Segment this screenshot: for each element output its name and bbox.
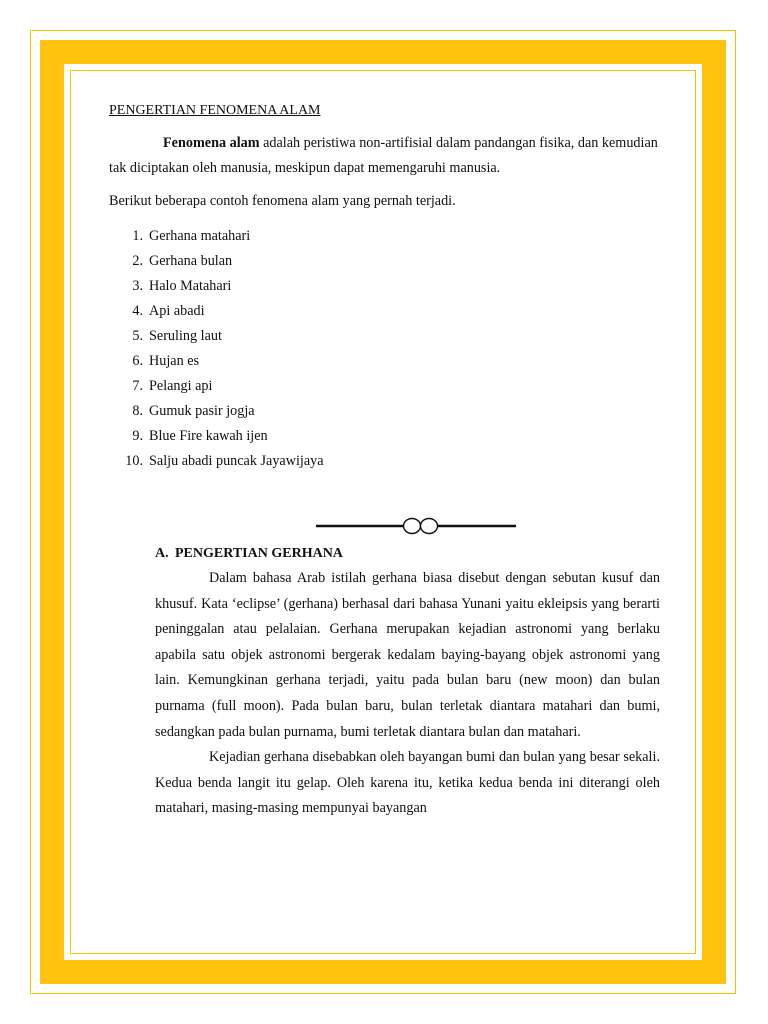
list-item-text: Salju abadi puncak Jayawijaya — [149, 453, 324, 469]
list-item-text: Gerhana bulan — [149, 253, 233, 269]
list-item — [109, 374, 664, 399]
section-letter: A. — [155, 546, 169, 561]
list-item-number: 5. — [132, 328, 143, 344]
section-gerhana — [155, 542, 660, 822]
list-item — [109, 324, 664, 349]
intro-text: adalah peristiwa non-artifisial dalam pandangan fisika, dan kemudian tak diciptakan oleh manusia, meskipun dapat memengaruhi manusia. — [109, 135, 658, 176]
section-title: PENGERTIAN GERHANA — [175, 546, 343, 561]
list-item-number: 7. — [132, 378, 143, 394]
list-item-number: 6. — [132, 353, 143, 369]
examples-list — [109, 224, 664, 474]
list-item-number: 2. — [132, 253, 143, 269]
divider-ornament-icon — [316, 516, 516, 536]
document-title: PENGERTIAN FENOMENA ALAM — [109, 103, 321, 118]
list-item-text: Pelangi api — [149, 378, 213, 394]
list-item-number: 4. — [132, 303, 143, 319]
list-item-number: 8. — [132, 403, 143, 419]
section-heading — [155, 542, 660, 566]
list-item-number: 9. — [132, 428, 143, 444]
list-item-text: Gerhana matahari — [149, 228, 251, 244]
list-item — [109, 349, 664, 374]
list-item-text: Seruling laut — [149, 328, 222, 344]
section-paragraph-2: Kejadian gerhana disebabkan oleh bayangan bumi dan bulan yang besar sekali. Kedua benda langit itu gelap. Oleh karena itu, ketika kedua benda ini diterangi oleh matahari, masing-masing mempunyai bayangan — [155, 749, 660, 817]
intro-paragraph — [109, 131, 664, 181]
list-item — [109, 299, 664, 324]
list-item-text: Hujan es — [149, 353, 200, 369]
list-item — [109, 424, 664, 449]
list-item — [109, 224, 664, 249]
list-item-text: Blue Fire kawah ijen — [149, 428, 268, 444]
list-item — [109, 274, 664, 299]
list-item-text: Halo Matahari — [149, 278, 232, 294]
list-item-text: Gumuk pasir jogja — [149, 403, 255, 419]
section-paragraph-1: Dalam bahasa Arab istilah gerhana biasa disebut dengan sebutan kusuf dan khusuf. Kata ‘eclipse’ (gerhana) berhasal dari bahasa Yunani yaitu ekleipsis yang berarti peninggalan atau pelalaian. Gerhana merupakan kejadian astronomi yang berlaku apabila satu objek astronomi bergerak kedalam baying-bayang objek astronomi yang lain. Kemungkinan gerhana terjadi, yaitu pada bulan baru (new moon) dan bulan purnama (full moon). Pada bulan baru, bulan terletak diantara matahari dan bumi, sedangkan pada bulan purnama, bumi terletak diantara bulan dan matahari. — [155, 570, 660, 740]
list-item-number: 3. — [132, 278, 143, 294]
list-item-text: Api abadi — [149, 303, 205, 319]
page-content — [109, 98, 664, 822]
list-item-number: 10. — [125, 453, 143, 469]
examples-lead: Berikut beberapa contoh fenomena alam yang pernah terjadi. — [109, 193, 456, 209]
list-item — [109, 449, 664, 474]
intro-term: Fenomena alam — [163, 135, 260, 151]
list-item — [109, 249, 664, 274]
list-item — [109, 399, 664, 424]
list-item-number: 1. — [132, 228, 143, 244]
